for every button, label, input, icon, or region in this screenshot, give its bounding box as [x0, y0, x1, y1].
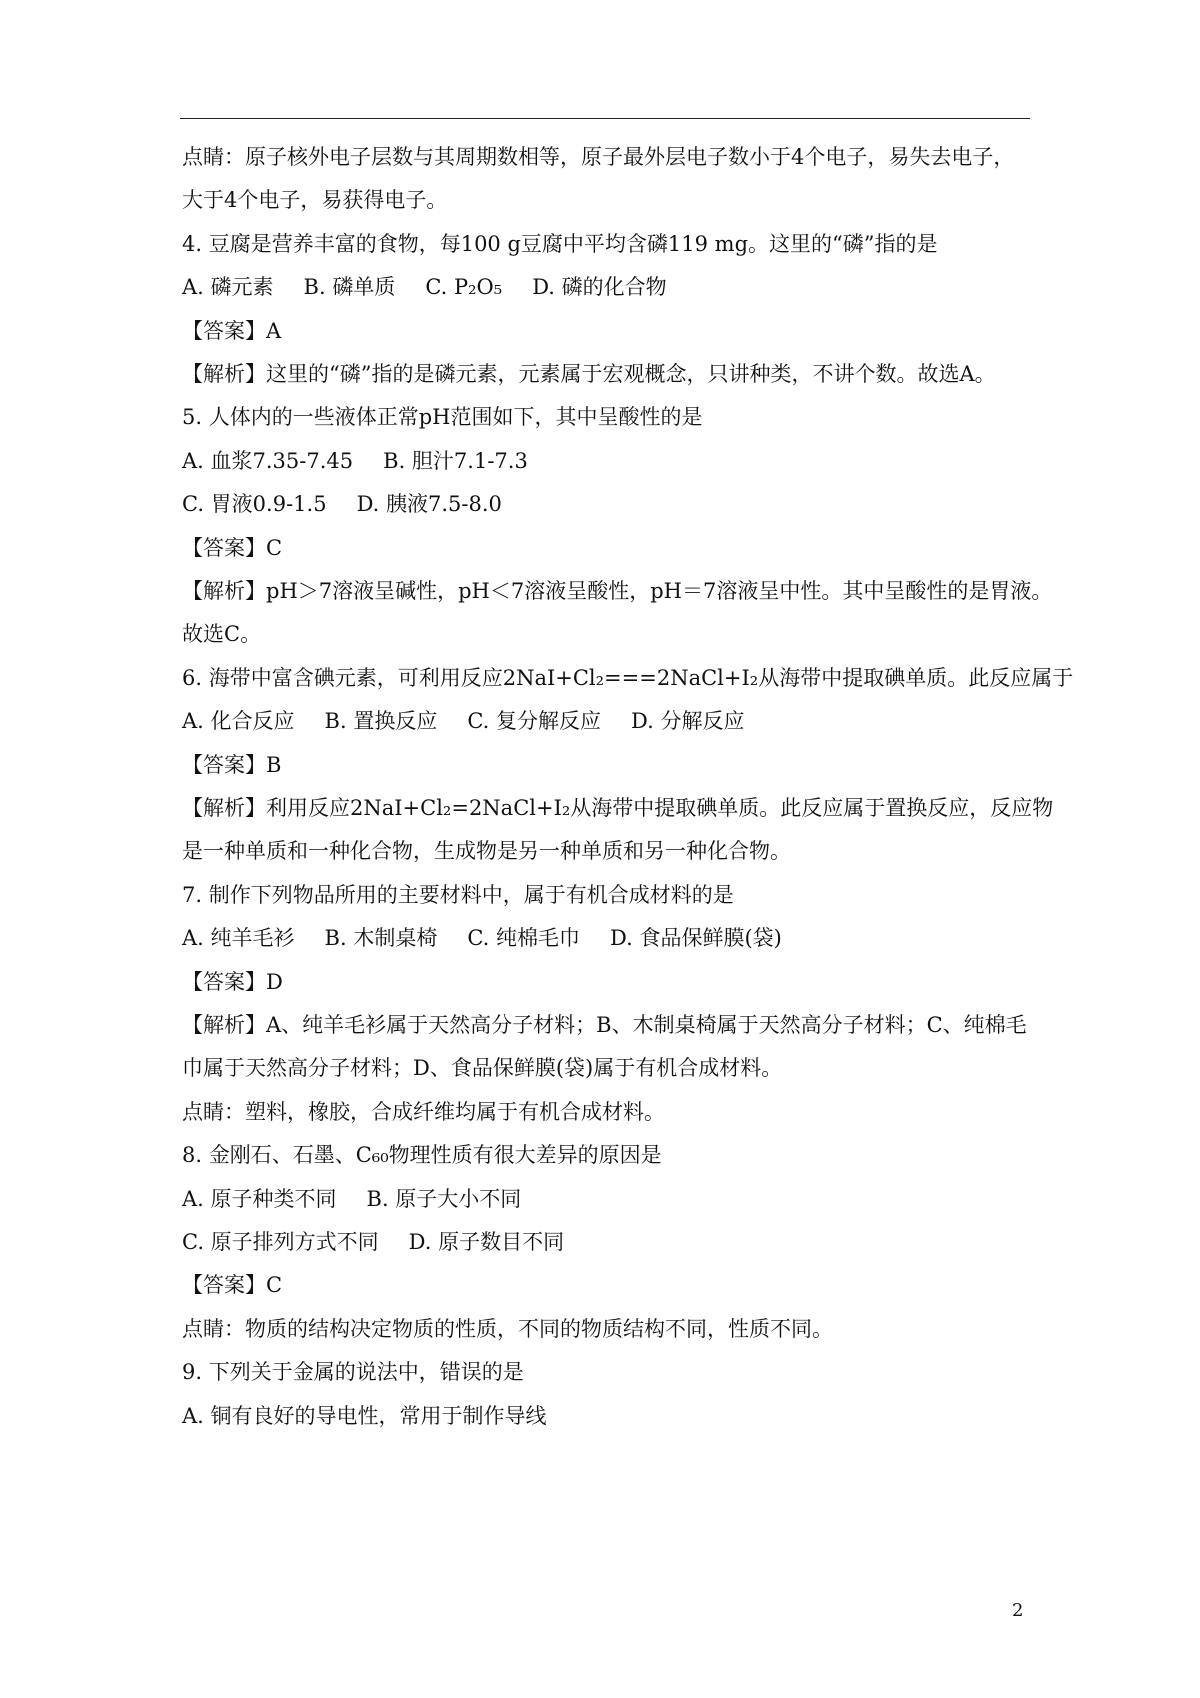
text-line: 【解析】A、纯羊毛衫属于天然高分子材料；B、木制桌椅属于天然高分子材料；C、纯棉毛 [182, 1013, 1027, 1037]
answer-option: C. 纯棉毛巾 [467, 926, 580, 951]
answer-option: D. 胰液7.5-8.0 [356, 492, 502, 517]
text-line: 大于4个电子，易获得电子。 [182, 188, 448, 213]
text-line: 6. 海带中富含碘元素，可利用反应2NaI+Cl₂===2NaCl+I₂从海带中提取碘单质。此反应属于 [182, 665, 1074, 690]
answer-option: C. 胃液0.9-1.5 [182, 492, 327, 517]
answer-options [182, 923, 1042, 953]
text-line: 点睛：物质的结构决定物质的性质，不同的物质结构不同，性质不同。 [182, 1316, 833, 1341]
answer-option: B. 置换反应 [324, 709, 438, 734]
answer-option: B. 木制桌椅 [324, 926, 438, 951]
text-line: 是一种单质和一种化合物，生成物是另一种单质和另一种化合物。 [182, 839, 791, 864]
text-line: 5. 人体内的一些液体正常pH范围如下，其中呈酸性的是 [182, 405, 703, 430]
answer-option: D. 原子数目不同 [408, 1230, 565, 1254]
text-line: A. 铜有良好的导电性，常用于制作导线 [182, 1403, 547, 1428]
answer-option: C. 复分解反应 [467, 709, 601, 734]
answer-option: C. 原子排列方式不同 [182, 1230, 379, 1254]
answer-option: A. 纯羊毛衫 [182, 926, 295, 951]
text-line: 【答案】B [182, 752, 282, 777]
answer-option: B. 胆汁7.1-7.3 [383, 448, 528, 473]
text-line: 【答案】D [182, 969, 283, 994]
text-line: 【解析】这里的“磷”指的是磷元素，元素属于宏观概念，只讲种类，不讲个数。故选A。 [182, 362, 996, 386]
page-number: 2 [1012, 1600, 1024, 1621]
text-line: 4. 豆腐是营养丰富的食物，每100 g豆腐中平均含磷119 mg。这里的“磷”指的是 [182, 231, 938, 256]
answer-options [182, 1184, 1042, 1214]
answer-option: A. 磷元素 [182, 275, 274, 300]
text-line: 点睛：原子核外电子层数与其周期数相等，原子最外层电子数小于4个电子，易失去电子， [182, 145, 1015, 169]
answer-option: D. 食品保鲜膜(袋) [610, 926, 782, 951]
answer-option: B. 原子大小不同 [366, 1186, 522, 1211]
answer-option: A. 血浆7.35-7.45 [182, 448, 354, 473]
answer-options [182, 272, 1042, 302]
text-line: 【答案】C [182, 1273, 283, 1298]
text-line: 7. 制作下列物品所用的主要材料中，属于有机合成材料的是 [182, 882, 734, 907]
text-line: 点睛：塑料，橡胶，合成纤维均属于有机合成材料。 [182, 1099, 665, 1124]
answer-options [182, 1227, 1042, 1257]
text-line: 8. 金刚石、石墨、C₆₀物理性质有很大差异的原因是 [182, 1143, 662, 1168]
header-rule [180, 118, 1030, 119]
answer-options [182, 446, 1042, 476]
answer-option: D. 磷的化合物 [532, 275, 667, 300]
text-line: 【解析】pH＞7溶液呈碱性，pH＜7溶液呈酸性，pH＝7溶液呈中性。其中呈酸性的是胃液。 [182, 579, 1053, 603]
answer-option: A. 原子种类不同 [182, 1186, 337, 1211]
text-line: 故选C。 [182, 622, 262, 647]
text-line: 9. 下列关于金属的说法中，错误的是 [182, 1360, 524, 1385]
text-line: 【答案】A [182, 318, 282, 343]
answer-option: C. P₂O₅ [425, 275, 503, 300]
answer-option: B. 磷单质 [303, 275, 396, 300]
answer-option: A. 化合反应 [182, 709, 295, 734]
text-line: 巾属于天然高分子材料；D、食品保鲜膜(袋)属于有机合成材料。 [182, 1056, 783, 1081]
answer-option: D. 分解反应 [631, 709, 745, 734]
answer-options [182, 489, 1042, 519]
text-line: 【答案】C [182, 535, 283, 560]
text-line: 【解析】利用反应2NaI+Cl₂=2NaCl+I₂从海带中提取碘单质。此反应属于置换反应，反应物 [182, 796, 1054, 820]
answer-options [182, 706, 1042, 736]
